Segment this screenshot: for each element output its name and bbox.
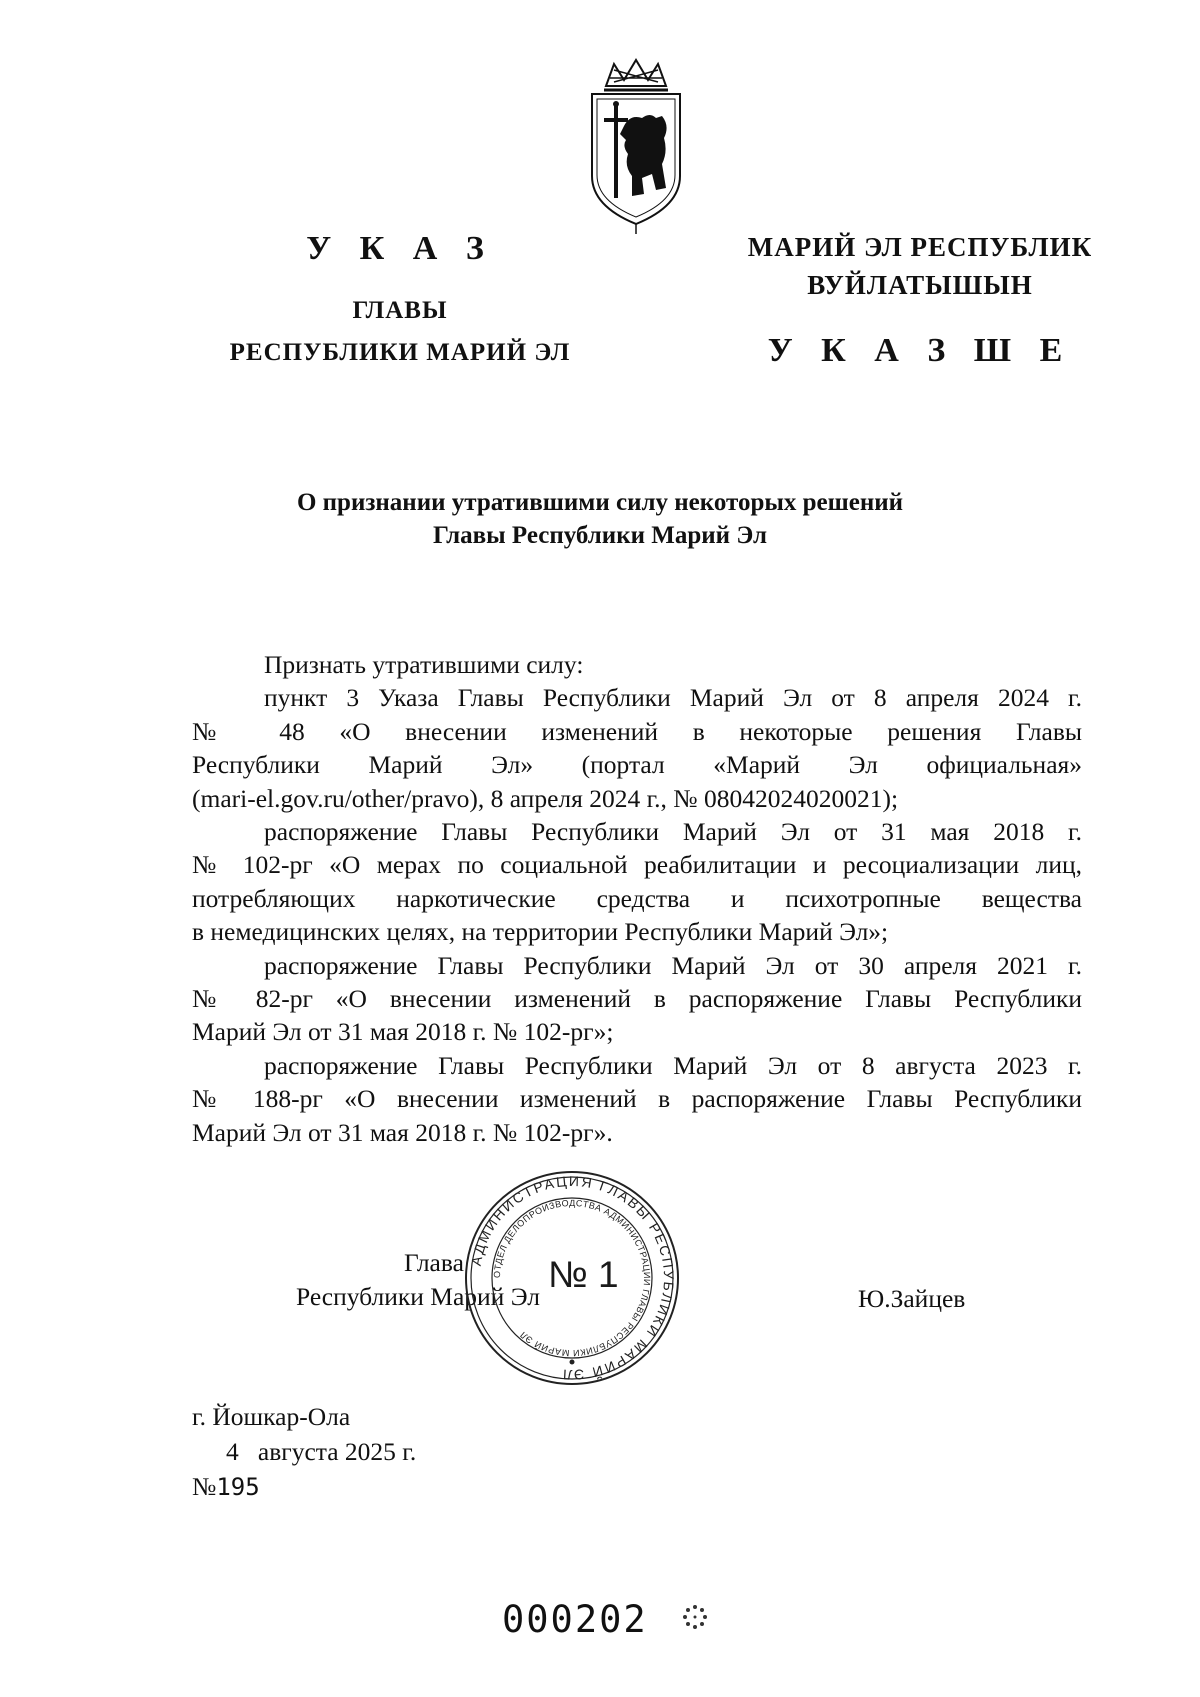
- decree-issuer-mari-line1: МАРИЙ ЭЛ РЕСПУБЛИК: [747, 232, 1093, 262]
- body-p1-line2: № 48 «О внесении изменений в некоторые решения Главы: [192, 716, 1082, 746]
- seal-number: № 1: [548, 1254, 619, 1295]
- document-title-line2: Главы Республики Марий Эл: [433, 522, 767, 549]
- body-p3-line3: Марий Эл от 31 мая 2018 г. № 102-рг»;: [192, 1017, 614, 1047]
- footer-date-day: 4: [226, 1437, 239, 1466]
- body-p2-line1: распоряжение Главы Республики Марий Эл от 31 мая 2018 г.: [264, 817, 1082, 847]
- decree-issuer-mari-line2: ВУЙЛАТЫШЫН: [807, 270, 1033, 300]
- body-p4-line1: распоряжение Главы Республики Марий Эл от 8 августа 2023 г.: [264, 1050, 1082, 1080]
- svg-text:ОТДЕЛ ДЕЛОПРОИЗВОДСТВА АДМИНИС: ОТДЕЛ ДЕЛОПРОИЗВОДСТВА АДМИНИСТРАЦИИ ГЛАВЫ РЕСПУБЛИКИ МАРИЙ ЭЛ: [491, 1197, 653, 1359]
- body-p2-line4: в немедицинских целях, на территории Республики Марий Эл»;: [192, 917, 889, 947]
- decree-title-ru: У К А З: [306, 230, 494, 267]
- body-p3-line2: № 82-рг «О внесении изменений в распоряжение Главы Республики: [192, 984, 1082, 1014]
- footer-date: [226, 1435, 416, 1468]
- coat-of-arms-emblem: [584, 56, 688, 236]
- body-p1-line1: пункт 3 Указа Главы Республики Марий Эл от 8 апреля 2024 г.: [264, 683, 1082, 713]
- body-p1-line3: Республики Марий Эл» (портал «Марий Эл официальная»: [192, 750, 1082, 780]
- body-p3-line1: распоряжение Главы Республики Марий Эл от 30 апреля 2021 г.: [264, 950, 1082, 980]
- body-p4-line3: Марий Эл от 31 мая 2018 г. № 102-рг».: [192, 1117, 613, 1147]
- svg-text:АДМИНИСТРАЦИЯ ГЛАВЫ РЕСПУБЛИКИ: АДМИНИСТРАЦИЯ ГЛАВЫ РЕСПУБЛИКИ МАРИЙ ЭЛ: [467, 1172, 678, 1384]
- body-p2-line2: № 102-рг «О мерах по социальной реабилитации и ресоциализации лиц,: [192, 850, 1082, 880]
- footer-date-rest: августа 2025 г.: [257, 1437, 417, 1466]
- footer-number-prefix: №: [192, 1472, 217, 1501]
- signature-position-line1: Глава: [404, 1248, 464, 1277]
- footer-number: [192, 1470, 260, 1504]
- decree-issuer-ru-line1: ГЛАВЫ: [352, 297, 448, 324]
- decree-title-mari: У К А З Ш Е: [767, 332, 1073, 369]
- document-body: [192, 648, 1082, 1149]
- decree-issuer-ru-line2: РЕСПУБЛИКИ МАРИЙ ЭЛ: [229, 339, 571, 366]
- document-title-line1: О признании утратившими силу некоторых решений: [296, 489, 904, 516]
- body-p1-line4: (mari-el.gov.ru/other/pravo), 8 апреля 2024 г., № 08042024020021);: [192, 783, 899, 813]
- signature-position-line2: Республики Марий Эл: [296, 1282, 540, 1311]
- signature-name: Ю.Зайцев: [858, 1284, 966, 1313]
- body-p4-line2: № 188-рг «О внесении изменений в распоряжение Главы Республики: [192, 1084, 1082, 1114]
- body-lead: Признать утратившими силу:: [264, 650, 584, 679]
- footer-number-value: 195: [216, 1473, 260, 1501]
- document-title: [200, 486, 1000, 552]
- body-p2-line3: потребляющих наркотические средства и психотропные вещества: [192, 883, 1082, 913]
- dot-pattern-mark: [680, 1602, 710, 1632]
- footer-city: г. Йошкар-Ола: [192, 1402, 351, 1431]
- serial-number: 000202: [502, 1598, 648, 1641]
